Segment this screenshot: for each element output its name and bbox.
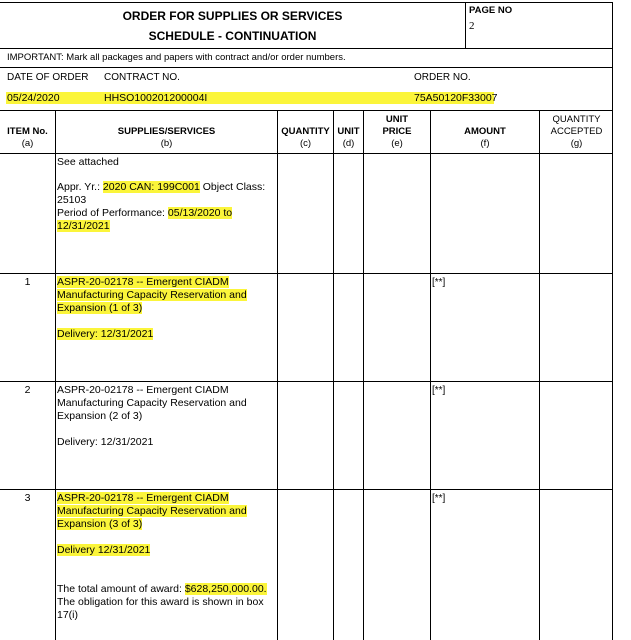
date-of-order-value: 05/24/2020 [7, 92, 60, 104]
col-header-qty-accepted-sub: (g) [570, 138, 583, 149]
row-sep-3 [0, 489, 613, 490]
col-line-6 [539, 110, 540, 640]
row-3-desc-line-1: ASPR-20-02178 -- Emergent CIADM [57, 492, 229, 504]
row-sep-2 [0, 381, 613, 382]
col-header-unit-price-label-2: PRICE [382, 126, 412, 137]
row-3-delivery [57, 544, 150, 557]
period-prefix: Period of Performance: [57, 207, 168, 219]
col-line-5 [430, 110, 431, 640]
row-2-desc-line-3: Expansion (2 of 3) [57, 410, 143, 422]
frame-right-line [612, 2, 613, 640]
appropriation-line [57, 181, 265, 194]
col-header-unit-label: UNIT [337, 126, 360, 137]
page-no-value: 2 [469, 20, 475, 32]
row-1-delivery-text: Delivery: 12/31/2021 [57, 328, 154, 340]
row-2-amount: [**] [432, 385, 446, 396]
order-no-label: ORDER NO. [414, 72, 471, 83]
col-header-unit [334, 126, 363, 150]
col-header-unit-sub: (d) [342, 138, 355, 149]
col-line-4 [363, 110, 364, 640]
col-header-qty-accepted [540, 114, 613, 150]
col-header-amount [431, 126, 539, 150]
col-header-item-no-label: ITEM No. [7, 126, 48, 137]
row-2-description [57, 384, 247, 423]
col-line-2 [277, 110, 278, 640]
award-total-value: $628,250,000.00. [184, 583, 267, 595]
pageno-left-line [465, 2, 466, 48]
col-header-amount-label: AMOUNT [464, 126, 506, 137]
frame-top-line [0, 2, 613, 3]
row-2-delivery: Delivery: 12/31/2021 [57, 436, 154, 448]
row-1-amount: [**] [432, 277, 446, 288]
row-3-item-no: 3 [24, 492, 31, 504]
form-subtitle: SCHEDULE - CONTINUATION [148, 29, 317, 43]
object-class-value: 25103 [57, 194, 87, 206]
award-obligation-line-2: 17(i) [57, 609, 79, 621]
row-2-item-no: 2 [24, 384, 31, 396]
col-header-quantity-sub: (c) [299, 138, 312, 149]
award-total-line [57, 583, 267, 596]
header-bottom-line [0, 48, 613, 49]
row-1-desc-line-3: Expansion (1 of 3) [57, 302, 143, 314]
col-line-3 [333, 110, 334, 640]
period-value-1: 05/13/2020 to [167, 207, 233, 219]
col-header-quantity-label: QUANTITY [281, 126, 330, 137]
row-1-delivery [57, 328, 153, 341]
fields-bottom-line [0, 110, 613, 111]
col-header-supplies-label: SUPPLIES/SERVICES [117, 126, 216, 137]
row-3-description [57, 492, 247, 531]
period-line [57, 207, 232, 220]
col-header-qty-accepted-label-2: ACCEPTED [550, 126, 603, 137]
row-1-item-no: 1 [24, 276, 31, 288]
important-note: IMPORTANT: Mark all packages and papers with contract and/or order numbers. [7, 52, 346, 63]
award-obligation-line-1: The obligation for this award is shown in box [57, 596, 264, 608]
col-header-item-no-sub: (a) [21, 138, 34, 149]
row-1-desc-line-1: ASPR-20-02178 -- Emergent CIADM [57, 276, 229, 288]
order-no-value: 75A50120F33007 [414, 92, 498, 104]
appropriation-value: 2020 CAN: 199C001 [102, 181, 200, 193]
col-header-unit-price-sub: (e) [391, 138, 403, 149]
row-1-desc-line-2: Manufacturing Capacity Reservation and [57, 289, 247, 301]
period-value-2-line [57, 220, 110, 233]
row-2-desc-line-1: ASPR-20-02178 -- Emergent CIADM [57, 384, 229, 396]
period-value-2: 12/31/2021 [57, 220, 110, 232]
row-sep-1 [0, 273, 613, 274]
page-no-label: PAGE NO [469, 5, 513, 16]
contract-no-label: CONTRACT NO. [104, 72, 180, 83]
row-1-description [57, 276, 247, 315]
row-3-delivery-text: Delivery 12/31/2021 [57, 544, 151, 556]
contract-no-value: HHSO100201200004I [104, 92, 208, 104]
appropriation-prefix: Appr. Yr.: [57, 181, 103, 193]
award-total-prefix: The total amount of award: [57, 583, 185, 595]
see-attached-text: See attached [57, 156, 119, 168]
col-header-unit-price [364, 114, 430, 150]
col-header-supplies [56, 126, 277, 150]
col-header-supplies-sub: (b) [160, 138, 173, 149]
date-of-order-label: DATE OF ORDER [7, 72, 89, 83]
colhdr-bottom-line [0, 153, 613, 154]
col-line-1 [55, 110, 56, 640]
col-header-amount-sub: (f) [480, 138, 490, 149]
row-3-desc-line-3: Expansion (3 of 3) [57, 518, 143, 530]
row-3-desc-line-2: Manufacturing Capacity Reservation and [57, 505, 247, 517]
row-3-amount: [**] [432, 493, 446, 504]
row-2-desc-line-2: Manufacturing Capacity Reservation and [57, 397, 247, 409]
col-header-quantity [278, 126, 333, 150]
col-header-qty-accepted-label-1: QUANTITY [552, 114, 601, 125]
note-bottom-line [0, 67, 613, 68]
form-title: ORDER FOR SUPPLIES OR SERVICES [122, 9, 343, 23]
object-class-text: Object Class: [199, 181, 266, 193]
col-header-unit-price-label-1: UNIT [385, 114, 409, 125]
col-header-item-no [0, 126, 55, 150]
